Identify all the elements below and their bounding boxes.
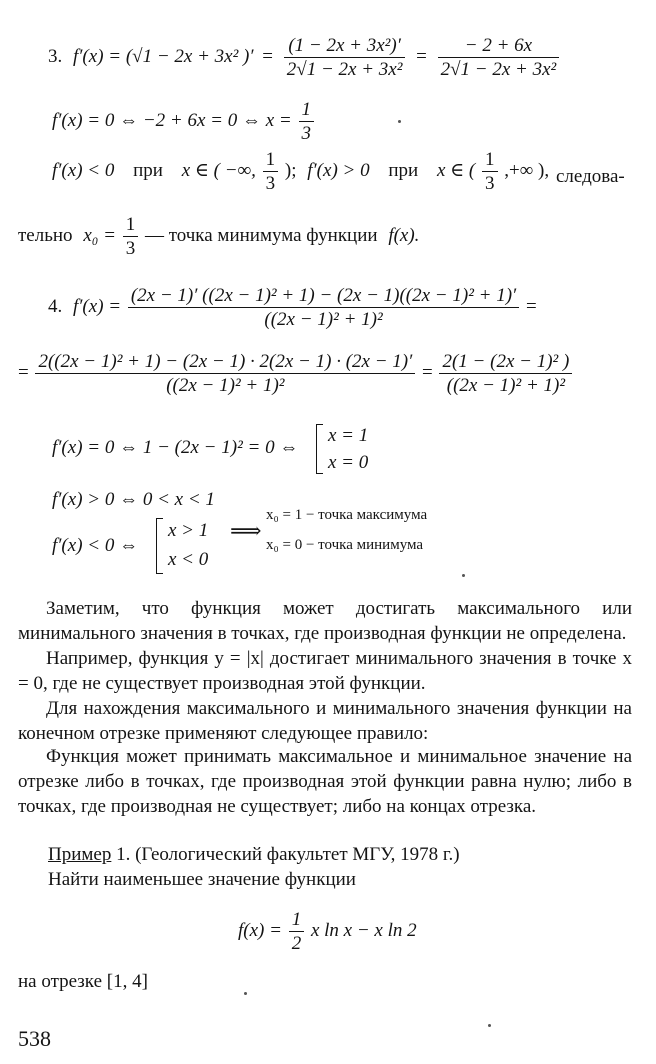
item4-frac3-num: 2(1 − (2x − 1)² ) <box>442 351 570 372</box>
item3-sign-neg: f′(x) < 0 <box>52 159 115 181</box>
item3-conclusion <box>18 215 419 258</box>
paragraph-1 <box>18 596 632 646</box>
item3-pri2: при <box>388 159 419 181</box>
item3-concl-den: 3 <box>123 236 139 258</box>
item3-eq2: = <box>416 45 427 67</box>
example-formula <box>238 910 417 953</box>
example-heading <box>48 845 460 864</box>
item3-concl-num: 1 <box>125 214 136 235</box>
item4-derivative-line <box>48 286 537 329</box>
example-formula-lhs: f(x) = <box>238 919 282 941</box>
item3-sign-pos: f′(x) > 0 <box>307 159 370 181</box>
scan-speck <box>244 992 247 995</box>
item3-interval2-a: x ∈ ( <box>436 159 476 181</box>
item3-interval1-b: ); <box>284 159 297 181</box>
item4-frac1-den: ((2x − 1)² + 1)² <box>128 307 519 329</box>
item3-interval2-frac <box>482 150 498 193</box>
item4-sys1-b: x = 0 <box>328 452 369 473</box>
item4-min-point: x₀ = 0 − точка минимума <box>266 537 424 553</box>
item3-sqrt-expr: (√1 − 2x + 3x² )′ <box>125 45 254 67</box>
item3-interval2-den: 3 <box>482 171 498 193</box>
item3-sledova: следова- <box>556 166 625 187</box>
item4-frac3 <box>439 352 572 395</box>
item4-system1-brace <box>316 424 323 474</box>
item4-frac2-den: ((2x − 1)² + 1)² <box>35 373 415 395</box>
item3-frac2-den: 2√1 − 2x + 3x² <box>438 57 560 79</box>
item4-sys1-a: x = 1 <box>328 425 369 446</box>
item4-sys2-a: x > 1 <box>168 520 209 541</box>
paragraph-3 <box>18 696 632 746</box>
paragraph-2 <box>18 646 632 696</box>
item3-zero-den: 3 <box>299 121 315 143</box>
example-label: Пример <box>48 844 112 865</box>
item3-derivative-line <box>48 36 561 79</box>
item4-second-line <box>18 352 574 395</box>
item3-concl-f: f(x). <box>388 224 420 246</box>
item4-frac2 <box>35 352 415 395</box>
item4-number: 4. <box>48 295 63 317</box>
item3-interval2-num: 1 <box>485 149 495 170</box>
paragraph-4 <box>18 744 632 819</box>
item3-frac2 <box>438 36 560 79</box>
paragraph-3-text: Для нахождения максимального и минимального значения функции на конечном отрезке применяют следующее правило: <box>18 698 632 744</box>
item3-zero-frac <box>299 100 315 143</box>
item4-frac3-den: ((2x − 1)² + 1)² <box>439 373 572 395</box>
item4-implies: ⟹ <box>230 518 262 543</box>
page-number: 538 <box>18 1026 51 1051</box>
item3-interval1-den: 3 <box>263 171 279 193</box>
item3-concl-b: — точка минимума функции <box>144 224 378 246</box>
item3-lhs: f′(x) = <box>73 45 126 67</box>
item3-concl-a: тельно <box>18 224 73 246</box>
item3-eq1: = <box>262 45 274 67</box>
paragraph-2-text: Например, функция y = |x| достигает минимального значения в точке x = 0, где не существует производная этой функции. <box>18 648 632 694</box>
paragraph-4-text: Функция может принимать максимальное и минимальное значение на отрезке либо в точках, где производная этой функции равна нулю; либо в точках, где производная не существует; либо на концах отрезка. <box>18 746 632 817</box>
item3-interval1-a: x ∈ ( −∞, <box>181 159 256 181</box>
example-interval: на отрезке [1, 4] <box>18 971 148 992</box>
item4-max-point: x₀ = 1 − точка максимума <box>266 507 428 523</box>
item4-pos-line: f′(x) > 0 ⇔ 0 < x < 1 <box>52 489 215 510</box>
item4-neg-line: f′(x) < 0 ⇔ <box>52 535 139 556</box>
example-rest: 1. (Геологический факультет МГУ, 1978 г.) <box>111 844 460 865</box>
item3-interval1-frac <box>263 150 279 193</box>
item4-system2-brace <box>156 518 163 574</box>
example-formula-frac <box>289 910 305 953</box>
scan-speck <box>488 1024 491 1027</box>
paragraph-1-text: Заметим, что функция может достигать максимального или минимального значения в точках, где производная функции не определена. <box>18 598 632 644</box>
scan-speck <box>398 120 401 123</box>
item3-concl-frac <box>123 215 139 258</box>
example-formula-rhs: x ln x − x ln 2 <box>310 919 417 941</box>
item4-eq3: = <box>422 361 433 383</box>
item3-concl-x0: x₀ = <box>83 224 116 246</box>
item3-frac2-num: − 2 + 6x <box>464 35 533 56</box>
item3-sign-line <box>52 150 549 193</box>
item4-eq-tail: = <box>525 295 537 317</box>
item4-frac2-num: 2((2x − 1)² + 1) − (2x − 1) · 2(2x − 1) · (2x − 1)′ <box>38 351 413 372</box>
item4-zero-line: f′(x) = 0 ⇔ 1 − (2x − 1)² = 0 ⇔ <box>52 437 299 458</box>
item4-eq-head: = <box>18 361 29 383</box>
item3-number: 3. <box>48 45 63 67</box>
example-task: Найти наименьшее значение функции <box>48 869 356 890</box>
item4-sys2-b: x < 0 <box>168 549 209 570</box>
item4-frac1-num: (2x − 1)′ ((2x − 1)² + 1) − (2x − 1)((2x − 1)² + 1)′ <box>130 285 517 306</box>
item3-frac1-num: (1 − 2x + 3x²)′ <box>288 35 401 56</box>
item3-pri1: при <box>133 159 163 181</box>
example-formula-den: 2 <box>289 931 305 953</box>
item3-zero-text: f′(x) = 0 ⇔ −2 + 6x = 0 ⇔ x = <box>52 109 292 131</box>
item3-interval2-b: ,+∞ ), <box>504 159 550 181</box>
example-formula-num: 1 <box>291 909 302 930</box>
item3-frac1-den: 2√1 − 2x + 3x² <box>284 57 406 79</box>
item3-zero-num: 1 <box>301 99 311 120</box>
item3-zero-line <box>52 100 316 143</box>
item3-interval1-num: 1 <box>265 149 276 170</box>
item4-frac1 <box>128 286 519 329</box>
item4-lhs: f′(x) = <box>73 295 122 317</box>
scan-speck <box>462 574 465 577</box>
item3-frac1 <box>284 36 406 79</box>
